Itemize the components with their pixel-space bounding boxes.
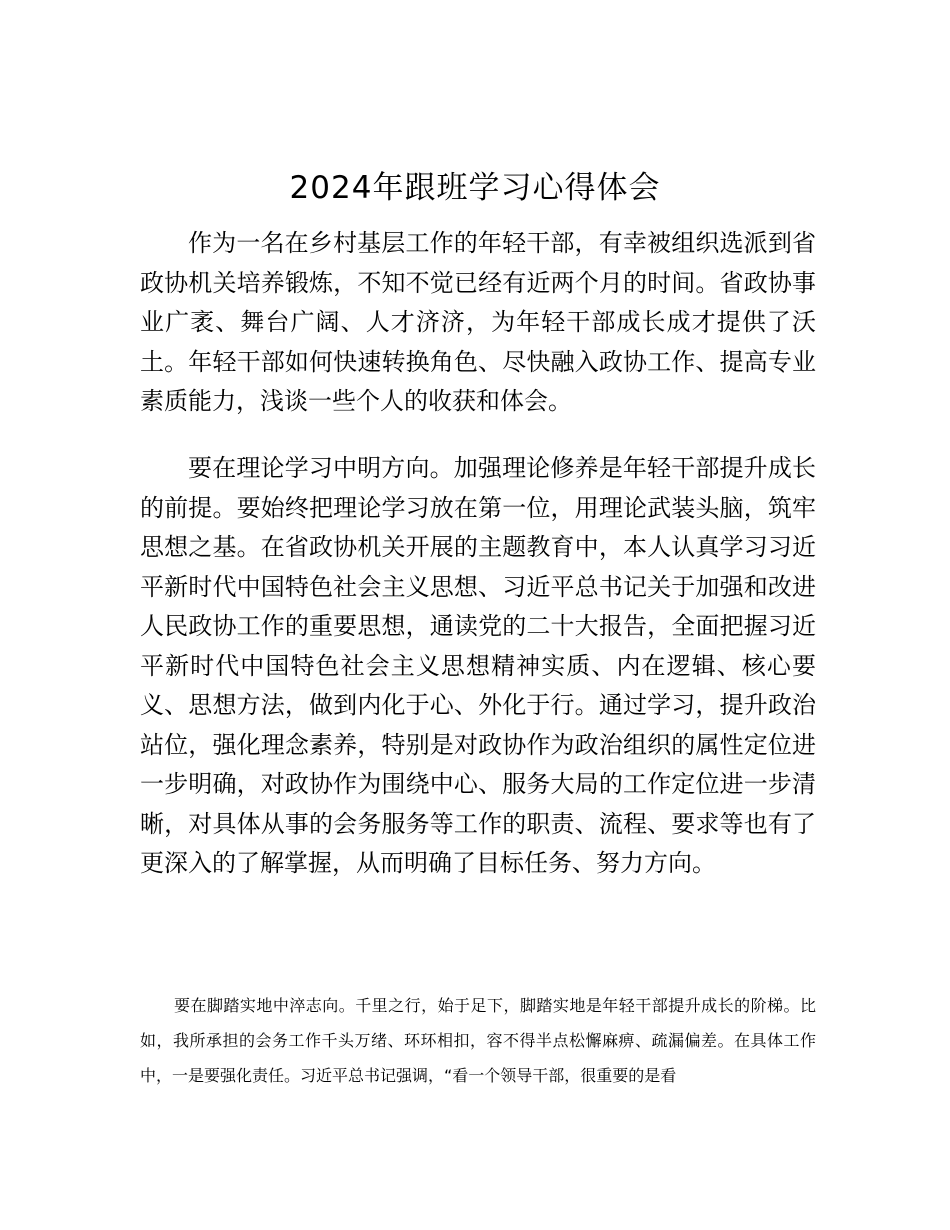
paragraph-practical-work: 要在脚踏实地中淬志向。千里之行，始于足下，脚踏实地是年轻干部提升成长的阶梯。比如，我所承担的会务工作千头万绪、环环相扣，容不得半点松懈麻痹、疏漏偏差。在具体工作中，一是要强化责任。习近平总书记强调，“看一个领导干部，很重要的是看 <box>140 996 816 1085</box>
paragraph-intro: 作为一名在乡村基层工作的年轻干部，有幸被组织选派到省政协机关培养锻炼，不知不觉已经有近两个月的时间。省政协事业广袤、舞台广阔、人才济济，为年轻干部成长成才提供了沃土。年轻干部如何快速转换角色、尽快融入政协工作、提高专业素质能力，浅谈一些个人的收获和体会。 <box>140 229 816 415</box>
document-title: 2024年跟班学习心得体会 <box>289 170 661 206</box>
paragraph-theory-study: 要在理论学习中明方向。加强理论修养是年轻干部提升成长的前提。要始终把理论学习放在第一位，用理论武装头脑，筑牢思想之基。在省政协机关开展的主题教育中，本人认真学习习近平新时代中国特色社会主义思想、习近平总书记关于加强和改进人民政协工作的重要思想，通读党的二十大报告，全面把握习近平新时代中国特色社会主义思想精神实质、内在逻辑、核心要义、思想方法，做到内化于心、外化于行。通过学习，提升政治站位，强化理念素养，特别是对政协作为政治组织的属性定位进一步明确，对政协作为围绕中心、服务大局的工作定位进一步清晰，对具体从事的会务服务等工作的职责、流程、要求等也有了更深入的了解掌握，从而明确了目标任务、努力方向。 <box>140 454 816 877</box>
